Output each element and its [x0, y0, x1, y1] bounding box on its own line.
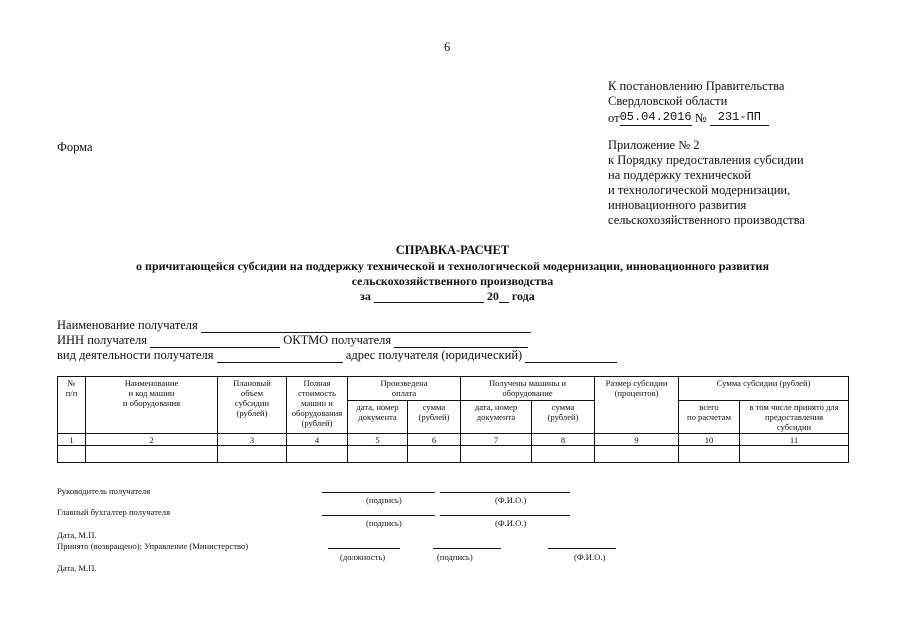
table-cell[interactable]: [740, 446, 849, 463]
document-title: СПРАВКА-РАСЧЕТ: [395, 243, 510, 257]
date-stamp-1: Дата, М.П.: [57, 530, 97, 540]
table-column-numbers-row: [58, 434, 849, 446]
period-year-blank[interactable]: [499, 290, 509, 303]
oktmo-blank[interactable]: [394, 335, 528, 348]
column-number: 2: [86, 434, 218, 446]
header-col-planned: Плановый объем субсидии (рублей): [218, 377, 287, 434]
decree-line-2: Свердловской области: [608, 94, 728, 108]
appendix-line-3: на поддержку технической: [608, 168, 751, 182]
position-caption: (должность): [340, 552, 386, 562]
header-paid-sum: сумма (рублей): [408, 401, 461, 434]
accepted-fio-caption: (Ф.И.О.): [574, 552, 606, 562]
inn-label: ИНН получателя: [57, 333, 147, 347]
head-fio-line[interactable]: [440, 492, 570, 493]
header-group-paid: Произведена оплата: [348, 377, 461, 401]
inn-row: [57, 333, 528, 348]
header-group-sum: Сумма субсидии (рублей): [679, 377, 849, 401]
oktmo-label: ОКТМО получателя: [283, 333, 392, 347]
column-number: 6: [408, 434, 461, 446]
decree-number-prefix: №: [694, 111, 707, 125]
header-paid-doc: дата, номер документа: [348, 401, 408, 434]
header-sum-total: всего по расчетам: [679, 401, 740, 434]
form-label: Форма: [57, 140, 93, 154]
period-prefix: за: [360, 289, 371, 303]
column-number: 4: [287, 434, 348, 446]
header-col-name: Наименование и код машин и оборудования: [86, 377, 218, 434]
accountant-fio-caption: (Ф.И.О.): [495, 518, 527, 528]
document-subtitle-2: сельскохозяйственного производства: [351, 274, 554, 288]
activity-blank[interactable]: [217, 350, 343, 363]
period-line: [360, 289, 535, 303]
header-col-full-cost: Полная стоимость машин и оборудования (рублей): [287, 377, 348, 434]
header-group-received: Получены машины и оборудование: [461, 377, 595, 401]
accepted-signature-caption: (подпись): [437, 552, 473, 562]
table-cell[interactable]: [218, 446, 287, 463]
decree-line-1: К постановлению Правительства: [608, 79, 785, 93]
head-label: Руководитель получателя: [57, 486, 151, 496]
table-cell[interactable]: [348, 446, 408, 463]
appendix-line-1: Приложение № 2: [608, 138, 700, 152]
accepted-label: Принято (возвращено): Управление (Министерство): [57, 541, 249, 551]
decree-date: 05.04.2016: [619, 110, 692, 124]
column-number: 8: [532, 434, 595, 446]
activity-label: вид деятельности получателя: [57, 348, 214, 362]
column-number: 7: [461, 434, 532, 446]
table-cell[interactable]: [58, 446, 86, 463]
appendix-line-5: инновационного развития: [608, 198, 747, 212]
decree-date-prefix: от: [608, 111, 620, 125]
column-number: 5: [348, 434, 408, 446]
header-sum-accepted: в том числе принято для предоставления субсидии: [740, 401, 849, 434]
accepted-signature-line[interactable]: [433, 548, 501, 549]
activity-row: [57, 348, 617, 363]
head-signature-caption: (подпись): [366, 495, 402, 505]
recipient-name-row: [57, 318, 531, 333]
inn-blank[interactable]: [150, 335, 280, 348]
header-col-percent: Размер субсидии (процентов): [595, 377, 679, 434]
appendix-line-4: и технологической модернизации,: [608, 183, 791, 197]
column-number: 11: [740, 434, 849, 446]
table-cell[interactable]: [595, 446, 679, 463]
recipient-name-label: Наименование получателя: [57, 318, 198, 332]
subsidy-table: [57, 376, 849, 463]
header-received-doc: дата, номер документа: [461, 401, 532, 434]
accountant-fio-line[interactable]: [440, 515, 570, 516]
date-stamp-2: Дата, М.П.: [57, 563, 97, 573]
appendix-line-2: к Порядку предоставления субсидии: [608, 153, 804, 167]
table-cell[interactable]: [532, 446, 595, 463]
column-number: 3: [218, 434, 287, 446]
header-received-sum: сумма (рублей): [532, 401, 595, 434]
table-cell[interactable]: [408, 446, 461, 463]
header-col-number: № п/п: [58, 377, 86, 434]
table-cell[interactable]: [679, 446, 740, 463]
table-cell[interactable]: [86, 446, 218, 463]
table-cell[interactable]: [287, 446, 348, 463]
accountant-signature-caption: (подпись): [366, 518, 402, 528]
page-number: 6: [444, 40, 451, 54]
recipient-name-blank[interactable]: [201, 320, 531, 333]
head-fio-caption: (Ф.И.О.): [495, 495, 527, 505]
accountant-label: Главный бухгалтер получателя: [57, 507, 171, 517]
period-year-prefix: 20: [486, 289, 499, 303]
table-row[interactable]: [58, 446, 849, 463]
head-signature-line[interactable]: [322, 492, 435, 493]
column-number: 10: [679, 434, 740, 446]
column-number: 9: [595, 434, 679, 446]
document-subtitle-1: о причитающейся субсидии на поддержку технической и технологической модернизации, инновационного развития: [136, 259, 769, 273]
address-label: адрес получателя (юридический): [345, 348, 523, 362]
period-blank[interactable]: [374, 290, 484, 303]
appendix-line-6: сельскохозяйственного производства: [608, 213, 805, 227]
table-cell[interactable]: [461, 446, 532, 463]
accountant-signature-line[interactable]: [322, 515, 435, 516]
position-line[interactable]: [328, 548, 400, 549]
accepted-fio-line[interactable]: [548, 548, 616, 549]
decree-number: 231-ПП: [710, 110, 769, 126]
column-number: 1: [58, 434, 86, 446]
table-header-row-1: [58, 377, 849, 401]
address-blank[interactable]: [525, 350, 617, 363]
period-suffix: года: [511, 289, 535, 303]
decree-date-line: [608, 110, 769, 126]
